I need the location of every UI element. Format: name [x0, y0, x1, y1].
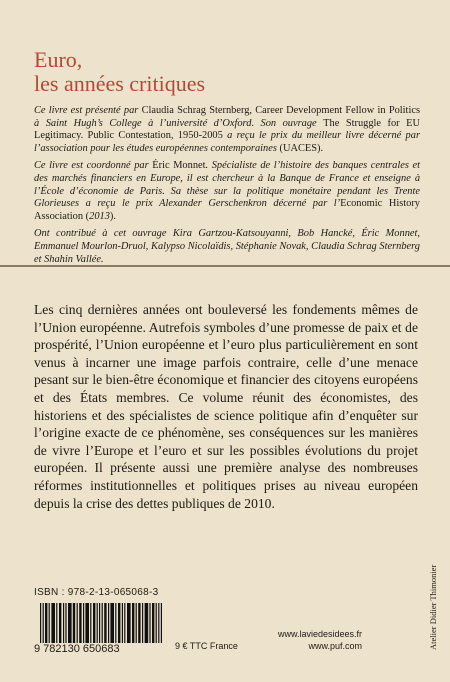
- bio-text: Banque de France: [279, 172, 359, 184]
- bio-text: (UACES).: [276, 142, 324, 154]
- publisher-urls: [278, 628, 362, 652]
- bio-text: Ce livre est coordonné par: [34, 160, 153, 172]
- bio-text: (: [83, 210, 90, 222]
- author-bio: [34, 105, 420, 271]
- bio-year: 2013: [89, 210, 110, 222]
- bio-paragraph-presenter: [34, 105, 420, 155]
- bio-text: Son ouvrage: [260, 117, 324, 129]
- barcode-digits: 9 782130 650683: [34, 643, 174, 655]
- bio-text: .: [251, 117, 261, 129]
- title-line-2: les années critiques: [34, 71, 206, 96]
- isbn: ISBN : 978-2-13-065068-3: [34, 587, 159, 598]
- bio-text: et enseigne à l’: [34, 172, 421, 197]
- bio-text: a reçu le prix du meilleur livre décerné par l’association pour les études européennes contemporaines: [34, 130, 420, 154]
- bio-text: . Sa thèse sur la politique monétaire pendant les Trente Glorieuses a reçu le prix Alexander Gerschenkron décerné par l’: [34, 185, 420, 210]
- bio-text: École d’économie de Paris: [40, 185, 163, 197]
- bio-paragraph-contributors: [34, 228, 420, 266]
- bio-text: à l’université d’Oxford: [141, 117, 252, 129]
- bio-text: ).: [109, 210, 116, 222]
- bio-text: Ont contribué à cet ouvrage: [34, 228, 173, 240]
- presenter-name: Claudia Schrag Sternberg: [141, 105, 250, 116]
- contributors-list: Kira Gartzou-Katsouyanni, Bob Hancké, Éric Monnet, Emmanuel Mourlon-Druol, Kalypso Nicolaïdis, Stéphanie Novak, Claudia Schrag Sternberg et Shahin Vallée.: [34, 228, 420, 265]
- design-credit: Atelier Didier Thimonier: [428, 564, 438, 650]
- bio-text: , Career Development Fellow in Politics: [249, 105, 420, 116]
- url-puf: www.puf.com: [308, 641, 362, 651]
- bio-text: . Spécialiste de l’histoire des banques centrales et des marchés financiers en Europe, il est chercheur à la: [34, 160, 420, 184]
- bio-text: Saint Hugh’s College: [45, 117, 142, 129]
- bio-text: Ce livre est présenté par: [34, 105, 142, 116]
- bio-paragraph-coordinator: [34, 160, 420, 223]
- title-line-1: Euro,: [34, 47, 83, 72]
- book-reference: The Struggle for EU Legitimacy. Public Contestation, 1950-2005: [34, 117, 420, 142]
- url-laviedesidees: www.laviedesidees.fr: [277, 629, 362, 639]
- bio-text: à: [34, 117, 46, 129]
- association-name: Economic History Association: [34, 198, 420, 222]
- book-summary: Les cinq dernières années ont bouleversé les fondements mêmes de l’Union européenne. Autrefois symboles d’une promesse de paix et de prospérité, l’Union européenne et l’euro plus particulièrement en sont venus à incarner une image parfois contraire, celle d’une menace pesant sur le bien-être économique et financier des citoyens européens et des États membres. Ce volume réunit des économistes, des historiens et des spécialistes de science politique afin d’enquêter sur l’origine exacte de ce phénomène, ses conséquences sur les manières de vivre l’Europe et l’euro et sur les possibles évolutions du projet européen. Il présente aussi une première analyse des nombreuses réformes institutionnelles et politiques prises au niveau européen depuis la crise des dettes publiques de 2010.: [34, 302, 418, 511]
- coordinator-name: Éric Monnet: [152, 160, 206, 172]
- price: 9 € TTC France: [175, 641, 238, 651]
- book-title: [34, 48, 205, 96]
